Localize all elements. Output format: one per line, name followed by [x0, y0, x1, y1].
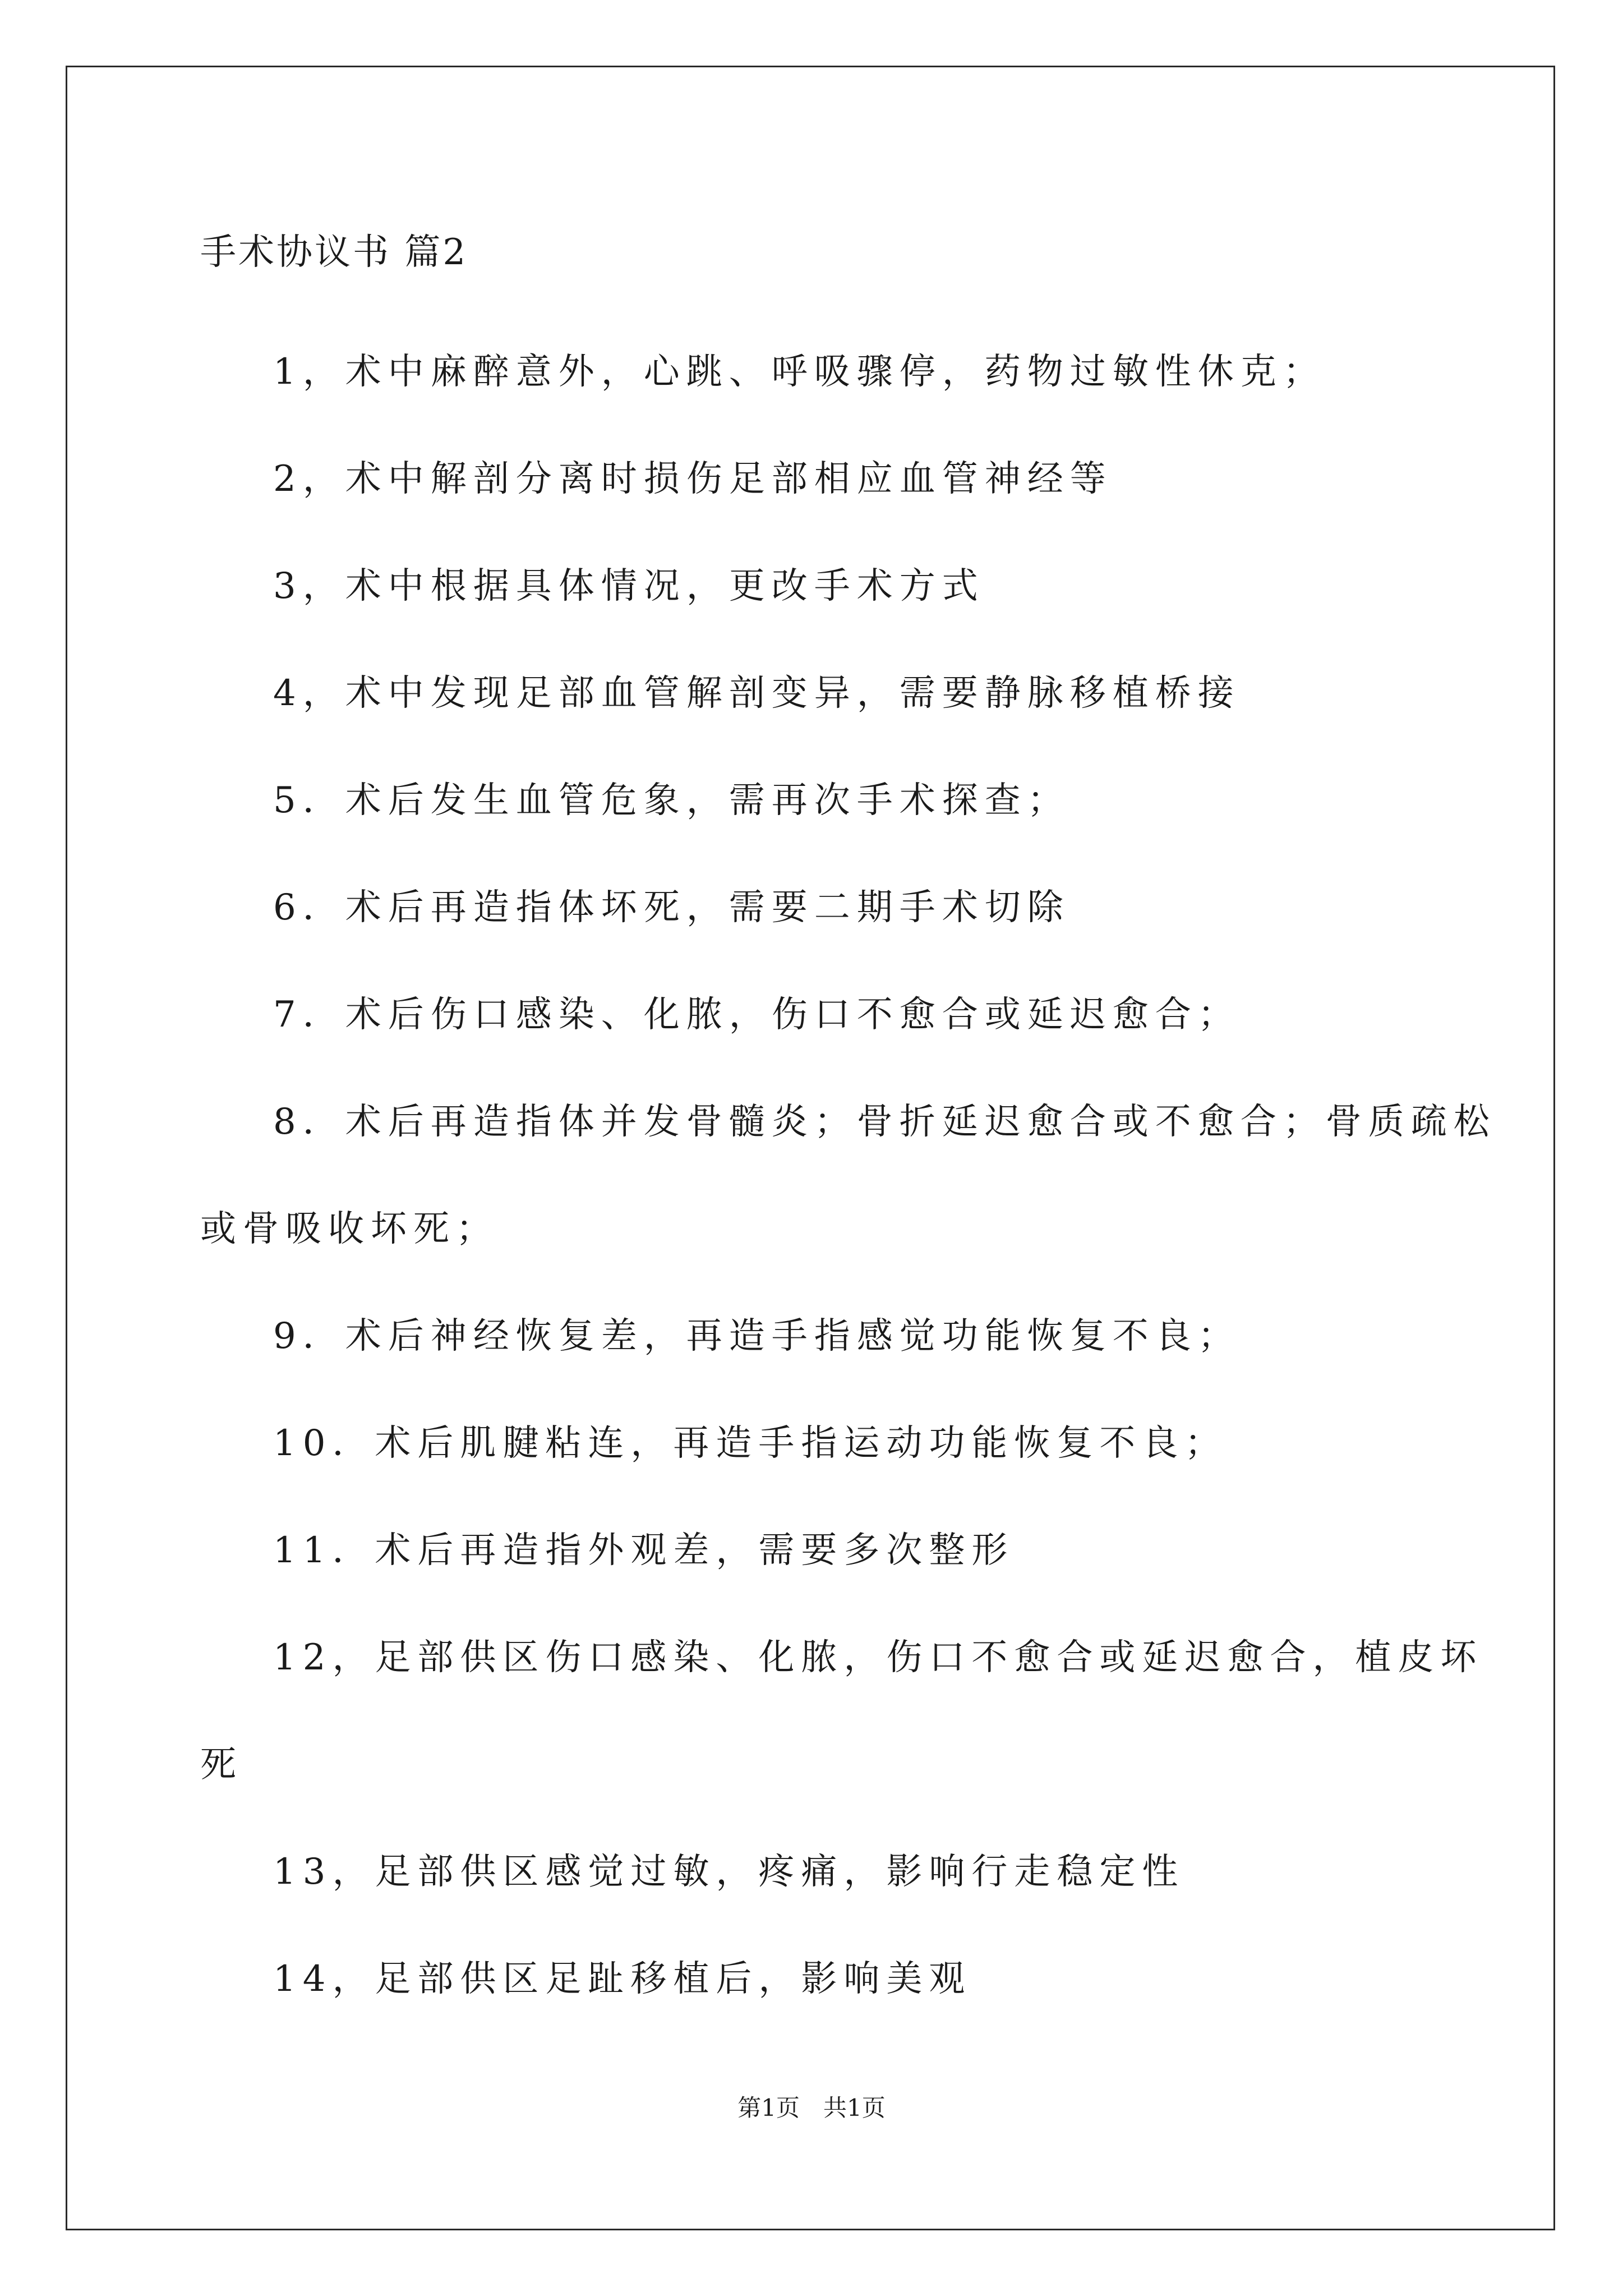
text-line: 7．术后伤口感染、化脓，伤口不愈合或延迟愈合； [273, 994, 1241, 1036]
document-body [200, 319, 1496, 2033]
text-line: 14，足部供区足趾移植后，影响美观 [273, 1958, 972, 2000]
text-line: 6．术后再造指体坏死，需要二期手术切除 [273, 887, 1070, 928]
page-footer [0, 2091, 1623, 2125]
text-line: 2，术中解剖分离时损伤足部相应血管神经等 [273, 458, 1113, 500]
text-line: 11．术后再造指外观差，需要多次整形 [273, 1530, 1015, 1571]
text-line: 4，术中发现足部血管解剖变异，需要静脉移植桥接 [273, 673, 1241, 714]
text-line: 5．术后发生血管危象，需再次手术探查； [273, 780, 1070, 821]
text-line: 死 [200, 1744, 243, 1786]
text-line: 或骨吸收坏死； [200, 1208, 499, 1250]
document-title: 手术协议书 篇2 [200, 232, 468, 273]
text-line: 9．术后神经恢复差，再造手指感觉功能恢复不良； [273, 1315, 1241, 1357]
text-line: 8．术后再造指体并发骨髓炎；骨折延迟愈合或不愈合；骨质疏松 [273, 1101, 1496, 1143]
text-line: 3，术中根据具体情况，更改手术方式 [273, 565, 985, 607]
page-number-current: 第1页 [737, 2094, 800, 2122]
text-line: 13，足部供区感觉过敏，疼痛，影响行走稳定性 [273, 1851, 1185, 1893]
text-line: 12，足部供区伤口感染、化脓，伤口不愈合或延迟愈合，植皮坏 [273, 1637, 1483, 1678]
page-number-total: 共1页 [823, 2094, 886, 2122]
text-line: 1，术中麻醉意外，心跳、呼吸骤停，药物过敏性休克； [273, 351, 1326, 393]
text-line: 10．术后肌腱粘连，再造手指运动功能恢复不良； [273, 1423, 1228, 1464]
